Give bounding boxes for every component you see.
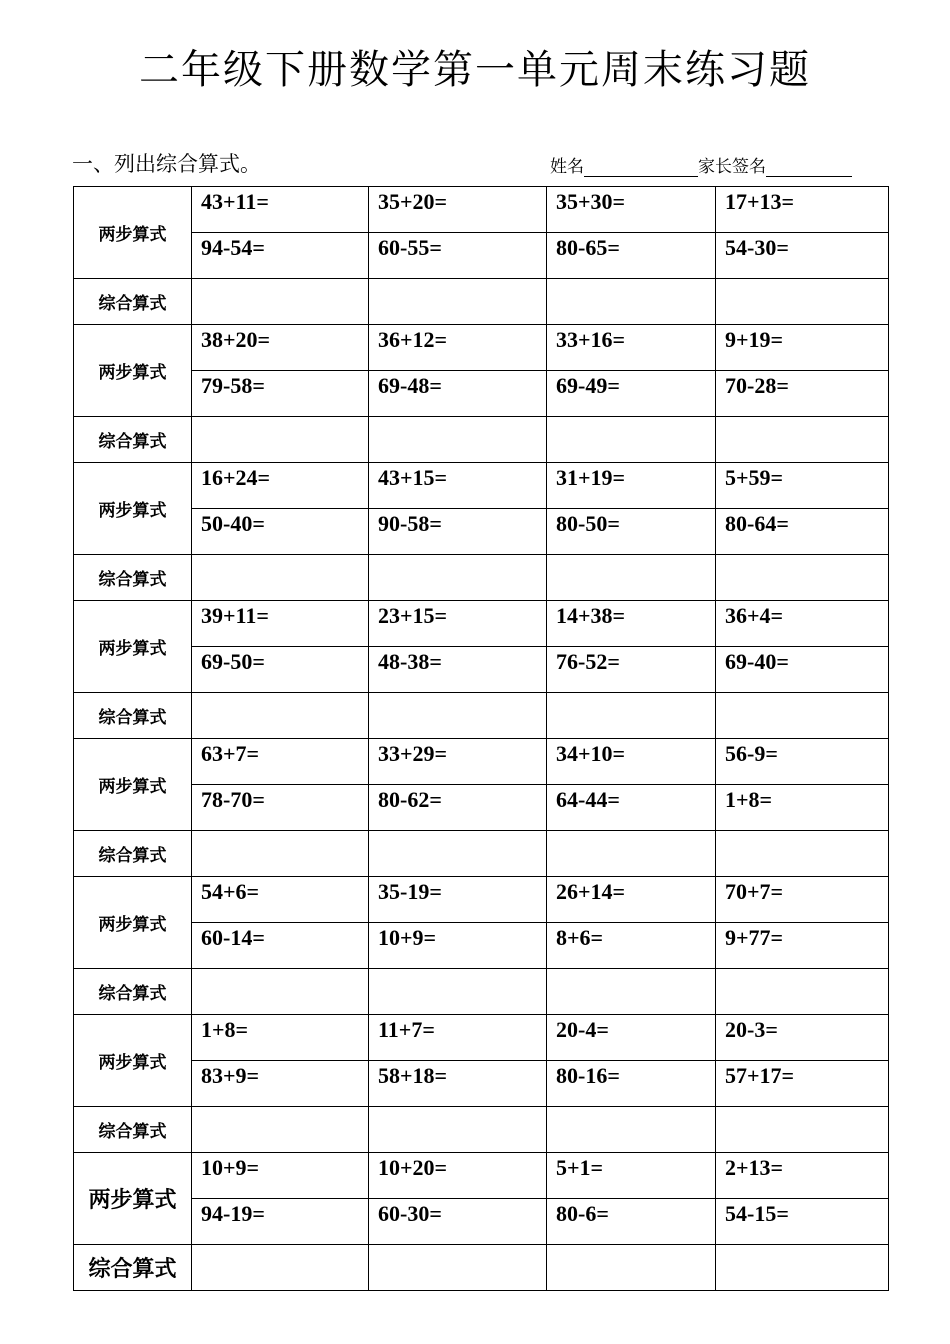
exercise-table	[73, 186, 889, 1291]
equation-cell: 36+12=	[369, 325, 547, 371]
answer-cell[interactable]	[192, 555, 369, 601]
equation-cell: 80-62=	[369, 785, 547, 831]
two-step-row	[74, 1061, 889, 1107]
combined-row	[74, 1107, 889, 1153]
equation-cell: 80-16=	[547, 1061, 716, 1107]
name-label: 姓名	[550, 157, 584, 177]
two-step-row	[74, 325, 889, 371]
equation-cell: 76-52=	[547, 647, 716, 693]
two-step-row	[74, 601, 889, 647]
equation-cell: 57+17=	[716, 1061, 889, 1107]
equation-cell: 69-40=	[716, 647, 889, 693]
student-info	[550, 152, 852, 177]
answer-cell[interactable]	[716, 969, 889, 1015]
equation-cell: 1+8=	[716, 785, 889, 831]
two-step-label: 两步算式	[74, 739, 192, 831]
section-title: 一、列出综合算式。	[72, 152, 261, 176]
equation-cell: 17+13=	[716, 187, 889, 233]
equation-cell: 58+18=	[369, 1061, 547, 1107]
equation-cell: 94-19=	[192, 1199, 369, 1245]
answer-cell[interactable]	[369, 693, 547, 739]
combined-row	[74, 831, 889, 877]
equation-cell: 56-9=	[716, 739, 889, 785]
two-step-label: 两步算式	[74, 1153, 192, 1245]
combined-row	[74, 1245, 889, 1291]
combined-label: 综合算式	[74, 417, 192, 463]
combined-label: 综合算式	[74, 831, 192, 877]
two-step-row	[74, 187, 889, 233]
equation-cell: 39+11=	[192, 601, 369, 647]
equation-cell: 50-40=	[192, 509, 369, 555]
answer-cell[interactable]	[547, 279, 716, 325]
two-step-row	[74, 1199, 889, 1245]
equation-cell: 69-49=	[547, 371, 716, 417]
equation-cell: 54+6=	[192, 877, 369, 923]
two-step-label: 两步算式	[74, 187, 192, 279]
combined-row	[74, 417, 889, 463]
equation-cell: 70-28=	[716, 371, 889, 417]
parent-signature-blank[interactable]	[766, 158, 852, 177]
two-step-row	[74, 371, 889, 417]
equation-cell: 9+19=	[716, 325, 889, 371]
equation-cell: 80-64=	[716, 509, 889, 555]
answer-cell[interactable]	[192, 417, 369, 463]
two-step-row	[74, 1015, 889, 1061]
answer-cell[interactable]	[547, 555, 716, 601]
combined-row	[74, 279, 889, 325]
equation-cell: 83+9=	[192, 1061, 369, 1107]
section-header	[72, 148, 887, 178]
equation-cell: 26+14=	[547, 877, 716, 923]
combined-row	[74, 969, 889, 1015]
equation-cell: 43+11=	[192, 187, 369, 233]
equation-cell: 33+29=	[369, 739, 547, 785]
equation-cell: 9+77=	[716, 923, 889, 969]
combined-label: 综合算式	[74, 1107, 192, 1153]
equation-cell: 69-48=	[369, 371, 547, 417]
two-step-label: 两步算式	[74, 877, 192, 969]
two-step-label: 两步算式	[74, 463, 192, 555]
equation-cell: 54-15=	[716, 1199, 889, 1245]
answer-cell[interactable]	[192, 831, 369, 877]
answer-cell[interactable]	[192, 969, 369, 1015]
equation-cell: 5+1=	[547, 1153, 716, 1199]
combined-label: 综合算式	[74, 693, 192, 739]
two-step-label: 两步算式	[74, 601, 192, 693]
two-step-row	[74, 785, 889, 831]
answer-cell[interactable]	[192, 693, 369, 739]
combined-row	[74, 693, 889, 739]
equation-cell: 60-14=	[192, 923, 369, 969]
equation-cell: 79-58=	[192, 371, 369, 417]
page-title: 二年级下册数学第一单元周末练习题	[139, 47, 811, 93]
equation-cell: 31+19=	[547, 463, 716, 509]
equation-cell: 60-30=	[369, 1199, 547, 1245]
equation-cell: 10+9=	[192, 1153, 369, 1199]
answer-cell[interactable]	[369, 555, 547, 601]
answer-cell[interactable]	[716, 555, 889, 601]
answer-cell[interactable]	[369, 1245, 547, 1291]
answer-cell[interactable]	[716, 279, 889, 325]
equation-cell: 80-6=	[547, 1199, 716, 1245]
name-blank[interactable]	[584, 158, 698, 177]
equation-cell: 90-58=	[369, 509, 547, 555]
equation-cell: 8+6=	[547, 923, 716, 969]
combined-label: 综合算式	[74, 969, 192, 1015]
equation-cell: 11+7=	[369, 1015, 547, 1061]
answer-cell[interactable]	[716, 693, 889, 739]
combined-row	[74, 555, 889, 601]
equation-cell: 60-55=	[369, 233, 547, 279]
answer-cell[interactable]	[192, 279, 369, 325]
equation-cell: 54-30=	[716, 233, 889, 279]
answer-cell[interactable]	[547, 969, 716, 1015]
equation-cell: 10+20=	[369, 1153, 547, 1199]
equation-cell: 36+4=	[716, 601, 889, 647]
answer-cell[interactable]	[547, 693, 716, 739]
equation-cell: 34+10=	[547, 739, 716, 785]
answer-cell[interactable]	[547, 1107, 716, 1153]
equation-cell: 43+15=	[369, 463, 547, 509]
two-step-row	[74, 877, 889, 923]
equation-cell: 80-50=	[547, 509, 716, 555]
equation-cell: 80-65=	[547, 233, 716, 279]
equation-cell: 10+9=	[369, 923, 547, 969]
equation-cell: 20-4=	[547, 1015, 716, 1061]
combined-label: 综合算式	[74, 555, 192, 601]
answer-cell[interactable]	[192, 1245, 369, 1291]
equation-cell: 70+7=	[716, 877, 889, 923]
equation-cell: 63+7=	[192, 739, 369, 785]
answer-cell[interactable]	[716, 1107, 889, 1153]
answer-cell[interactable]	[547, 417, 716, 463]
equation-cell: 1+8=	[192, 1015, 369, 1061]
answer-cell[interactable]	[547, 1245, 716, 1291]
equation-cell: 35+30=	[547, 187, 716, 233]
two-step-label: 两步算式	[74, 1015, 192, 1107]
equation-cell: 48-38=	[369, 647, 547, 693]
answer-cell[interactable]	[369, 417, 547, 463]
equation-cell: 23+15=	[369, 601, 547, 647]
equation-cell: 33+16=	[547, 325, 716, 371]
equation-cell: 78-70=	[192, 785, 369, 831]
answer-cell[interactable]	[369, 969, 547, 1015]
equation-cell: 38+20=	[192, 325, 369, 371]
equation-cell: 35-19=	[369, 877, 547, 923]
answer-cell[interactable]	[716, 831, 889, 877]
equation-cell: 5+59=	[716, 463, 889, 509]
equation-cell: 16+24=	[192, 463, 369, 509]
two-step-row	[74, 233, 889, 279]
equation-cell: 64-44=	[547, 785, 716, 831]
answer-cell[interactable]	[369, 831, 547, 877]
two-step-row	[74, 509, 889, 555]
answer-cell[interactable]	[369, 1107, 547, 1153]
two-step-row	[74, 923, 889, 969]
answer-cell[interactable]	[192, 1107, 369, 1153]
equation-cell: 20-3=	[716, 1015, 889, 1061]
two-step-row	[74, 739, 889, 785]
two-step-row	[74, 1153, 889, 1199]
combined-label: 综合算式	[74, 1245, 192, 1291]
two-step-label: 两步算式	[74, 325, 192, 417]
answer-cell[interactable]	[369, 279, 547, 325]
answer-cell[interactable]	[716, 417, 889, 463]
parent-signature-label: 家长签名	[698, 157, 766, 177]
equation-cell: 94-54=	[192, 233, 369, 279]
equation-cell: 35+20=	[369, 187, 547, 233]
equation-cell: 14+38=	[547, 601, 716, 647]
equation-cell: 69-50=	[192, 647, 369, 693]
two-step-row	[74, 647, 889, 693]
combined-label: 综合算式	[74, 279, 192, 325]
equation-cell: 2+13=	[716, 1153, 889, 1199]
answer-cell[interactable]	[716, 1245, 889, 1291]
two-step-row	[74, 463, 889, 509]
answer-cell[interactable]	[547, 831, 716, 877]
